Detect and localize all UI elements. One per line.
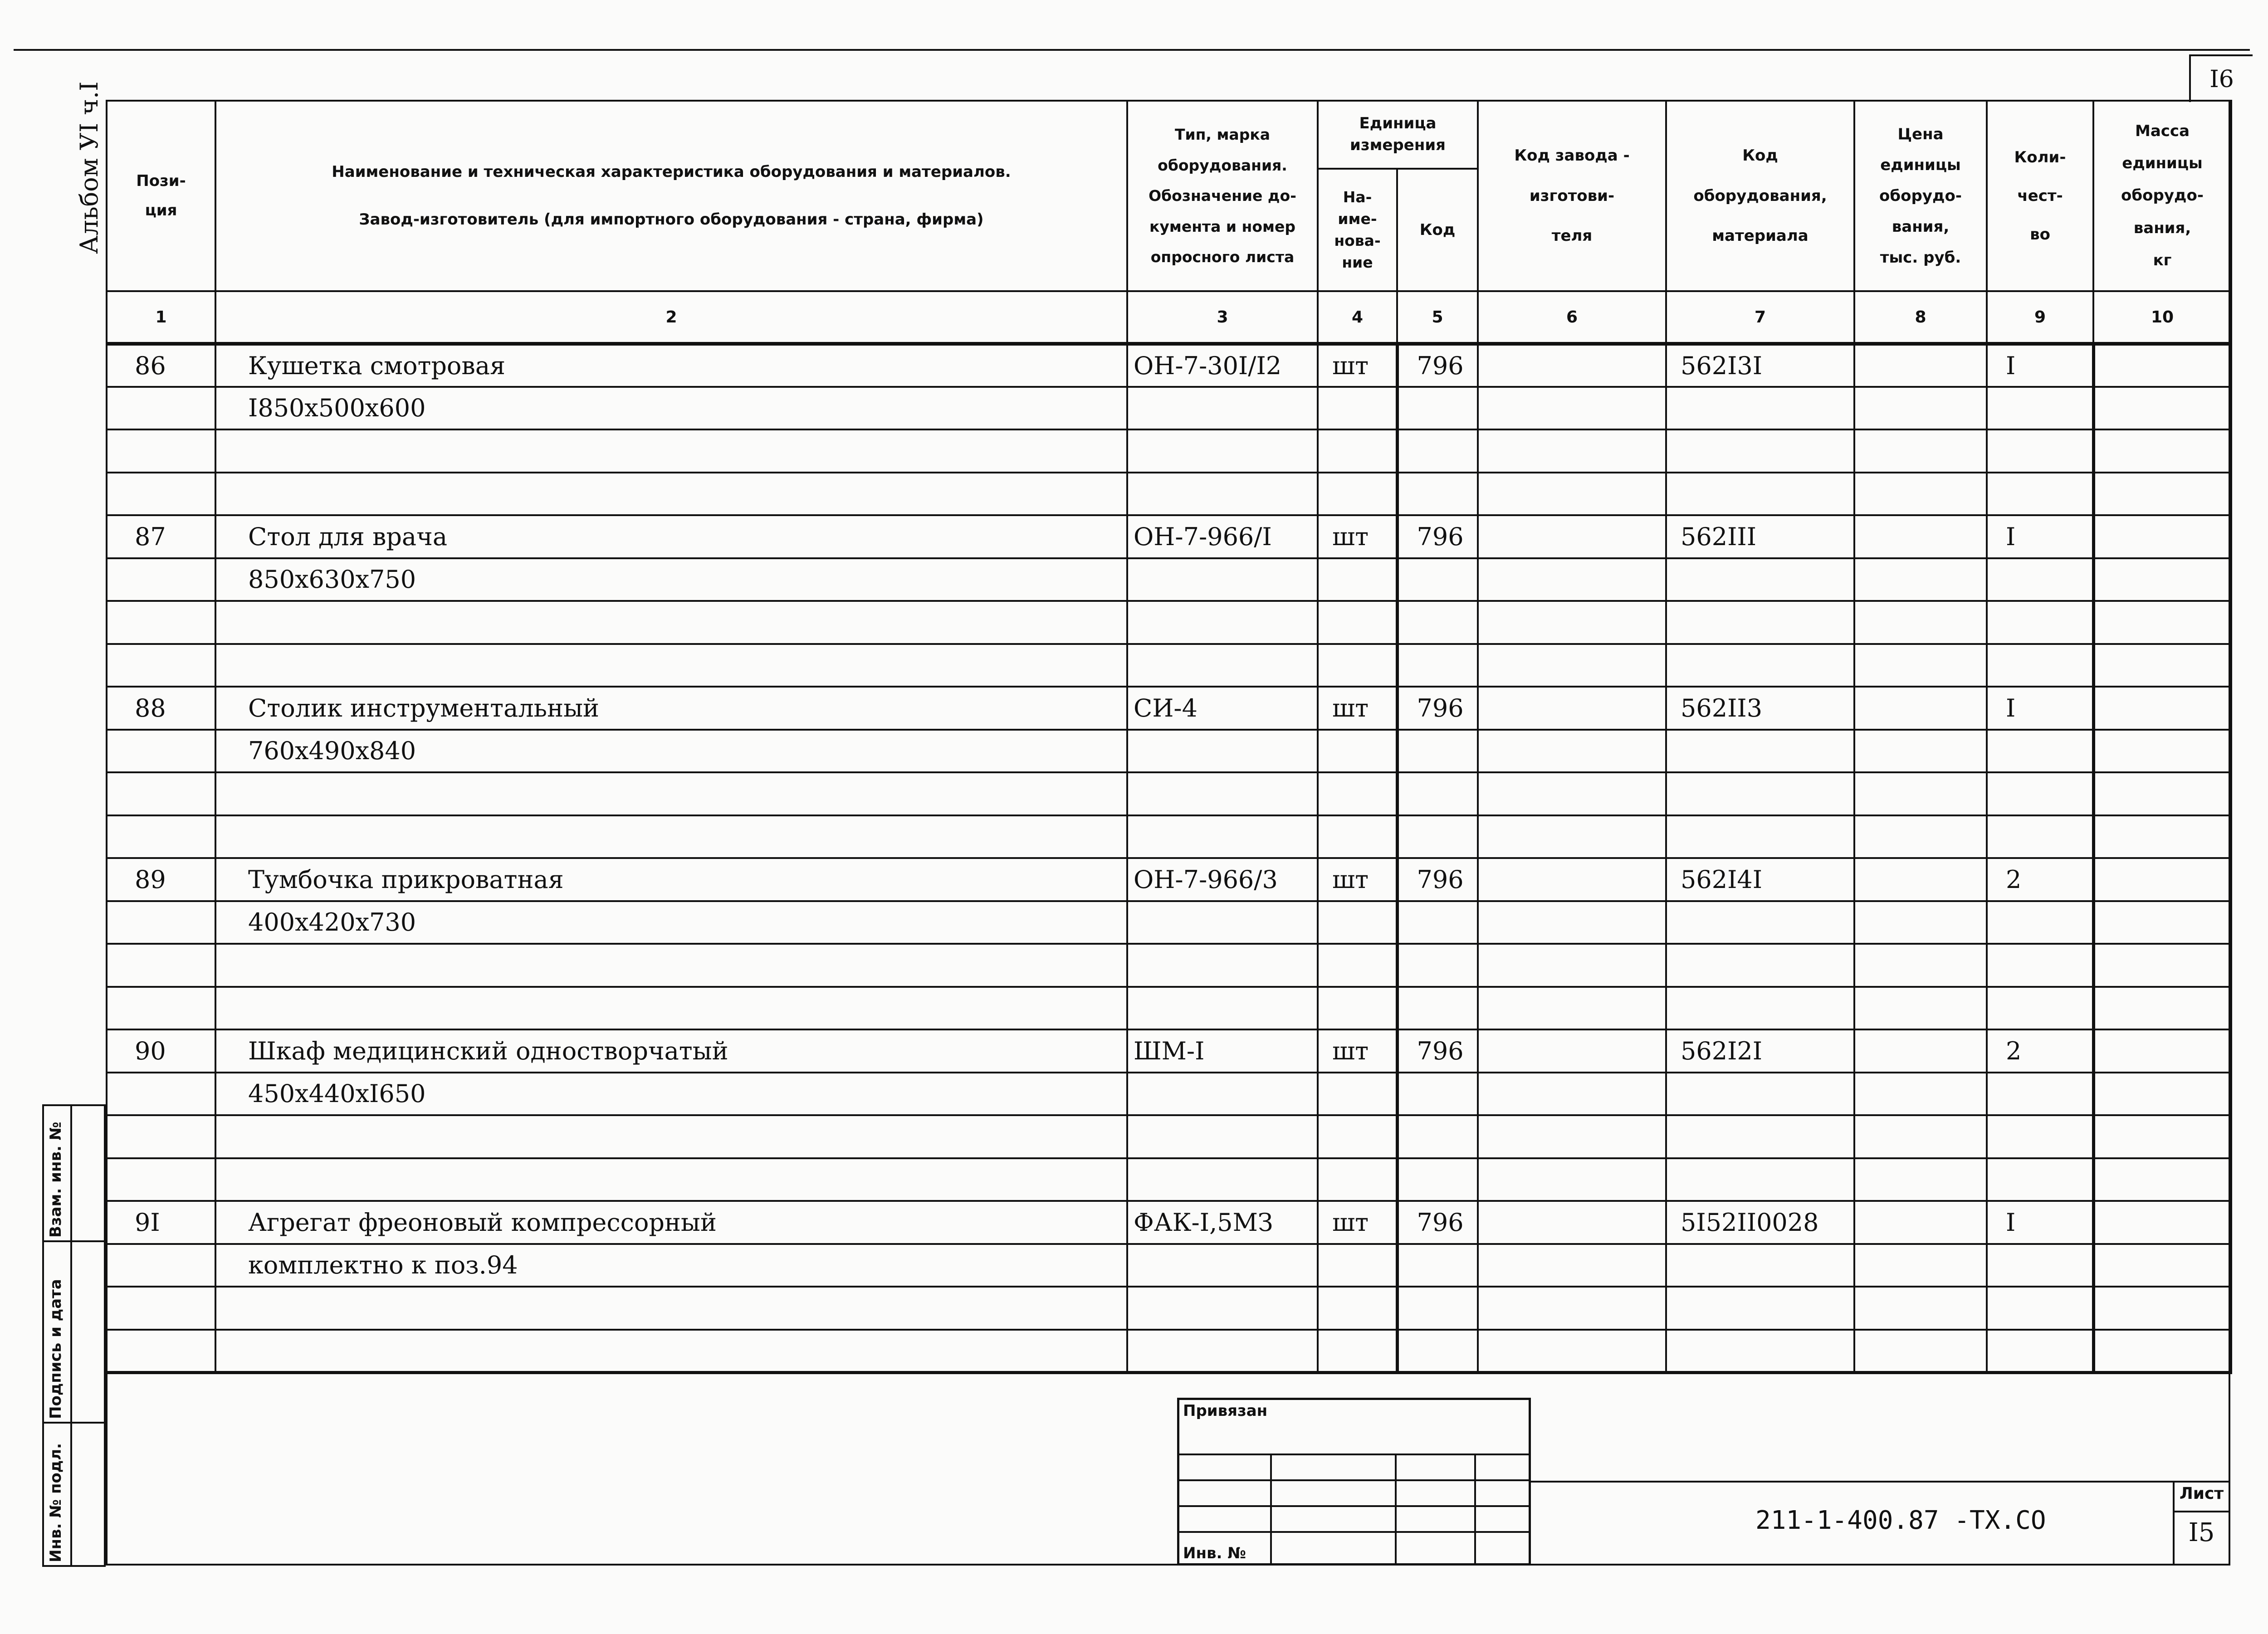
- cell-dims: I850х500х600: [215, 387, 1127, 430]
- cell-mass: [2093, 687, 2231, 730]
- table-row: [107, 387, 2231, 430]
- cell-maker-code: [1478, 344, 1666, 387]
- cell-name: Шкаф медицинский одностворчатый: [215, 1029, 1127, 1073]
- cell-dims: 760х490х840: [215, 730, 1127, 773]
- specification-table: [106, 100, 2232, 1374]
- binding-stamp: [1177, 1398, 1531, 1566]
- cell-unit: шт: [1318, 344, 1397, 387]
- cell-maker-code: [1478, 1029, 1666, 1073]
- sheet-number-top: I6: [2189, 54, 2253, 102]
- cell-price: [1854, 515, 1987, 558]
- cell-mass: [2093, 515, 2231, 558]
- header-name-line1: Наименование и техническая характеристика оборудования и материалов.: [332, 163, 1011, 181]
- col-num: 8: [1854, 291, 1987, 344]
- table-row: [107, 1330, 2231, 1373]
- header-equip-code: Код оборудования, материала: [1666, 101, 1854, 291]
- cell-type: СИ-4: [1127, 687, 1318, 730]
- cell-code: 796: [1397, 344, 1478, 387]
- col-num: 7: [1666, 291, 1854, 344]
- table-row: [107, 815, 2231, 858]
- header-unit-name: На- име- нова- ние: [1318, 169, 1397, 291]
- stamp-label-signature: Подпись и дата: [47, 1279, 65, 1419]
- header-pos: Пози- ция: [107, 101, 215, 291]
- cell-qty: 2: [1987, 858, 2093, 901]
- cell-qty: I: [1987, 515, 2093, 558]
- header-row-1: [107, 101, 2231, 169]
- cell-name: Тумбочка прикроватная: [215, 858, 1127, 901]
- cell-type: ОН-7-30I/I2: [1127, 344, 1318, 387]
- cell-equip-code: 5I52II0028: [1666, 1201, 1854, 1244]
- cell-qty: I: [1987, 344, 2093, 387]
- table-body: [107, 344, 2231, 1372]
- header-price: Цена единицы оборудо- вания, тыс. руб.: [1854, 101, 1987, 291]
- cell-equip-code: 562III: [1666, 515, 1854, 558]
- cell-type: ОН-7-966/3: [1127, 858, 1318, 901]
- col-num: 4: [1318, 291, 1397, 344]
- column-number-row: [107, 291, 2231, 344]
- header-qty: Коли- чест- во: [1987, 101, 2093, 291]
- sheet-label: Лист: [2179, 1484, 2224, 1503]
- stamp-cell-replaced-inv: [44, 1106, 104, 1242]
- binding-stamp-inv-label: Инв. №: [1183, 1544, 1246, 1562]
- cell-dims: 450х440хI650: [215, 1073, 1127, 1116]
- title-block-rule: [1531, 1481, 2175, 1483]
- header-maker-code: Код завода - изготови- теля: [1478, 101, 1666, 291]
- col-num: 1: [107, 291, 215, 344]
- cell-mass: [2093, 344, 2231, 387]
- cell-code: 796: [1397, 515, 1478, 558]
- table-row: [107, 1115, 2231, 1158]
- cell-maker-code: [1478, 1201, 1666, 1244]
- cell-unit: шт: [1318, 1029, 1397, 1073]
- table-row: [107, 644, 2231, 687]
- binding-stamp-title: Привязан: [1183, 1402, 1268, 1420]
- cell-qty: 2: [1987, 1029, 2093, 1073]
- col-num: 5: [1397, 291, 1478, 344]
- cell-maker-code: [1478, 858, 1666, 901]
- header-name-line2: Завод-изготовитель (для импортного оборудования - страна, фирма): [359, 210, 984, 229]
- table-row: [107, 515, 2231, 558]
- cell-qty: I: [1987, 1201, 2093, 1244]
- table-row: [107, 687, 2231, 730]
- cell-code: 796: [1397, 1029, 1478, 1073]
- cell-type: ОН-7-966/I: [1127, 515, 1318, 558]
- header-name: [215, 101, 1127, 291]
- cell-dims: 400х420х730: [215, 901, 1127, 944]
- header-mass: Масса единицы оборудо- вания, кг: [2093, 101, 2231, 291]
- table-row: [107, 858, 2231, 901]
- cell-price: [1854, 1029, 1987, 1073]
- stamp-cell-original-inv: [44, 1424, 104, 1565]
- table-row: [107, 1287, 2231, 1330]
- cell-code: 796: [1397, 858, 1478, 901]
- cell-price: [1854, 1201, 1987, 1244]
- cell-name: Агрегат фреоновый компрессорный: [215, 1201, 1127, 1244]
- table-row: [107, 558, 2231, 601]
- table-row: [107, 1158, 2231, 1201]
- header-type: Тип, марка оборудования. Обозначение до- кумента и номер опросного листа: [1127, 101, 1318, 291]
- cell-pos: 88: [107, 687, 215, 730]
- cell-maker-code: [1478, 687, 1666, 730]
- cell-equip-code: 562I2I: [1666, 1029, 1854, 1073]
- table-row: [107, 987, 2231, 1030]
- cell-mass: [2093, 1029, 2231, 1073]
- cell-pos: 9I: [107, 1201, 215, 1244]
- table-row: [107, 772, 2231, 815]
- col-num: 9: [1987, 291, 2093, 344]
- stamp-cell-signature: [44, 1242, 104, 1424]
- top-rule: [14, 49, 2250, 51]
- sheet-box: [2173, 1481, 2230, 1566]
- cell-equip-code: 562I3I: [1666, 344, 1854, 387]
- col-num: 2: [215, 291, 1127, 344]
- document-code: 211-1-400.87 -ТХ.СО: [1755, 1506, 2046, 1535]
- cell-unit: шт: [1318, 858, 1397, 901]
- cell-pos: 87: [107, 515, 215, 558]
- side-stamp: [42, 1104, 106, 1567]
- table-row: [107, 429, 2231, 473]
- cell-price: [1854, 687, 1987, 730]
- cell-mass: [2093, 1201, 2231, 1244]
- header-unit-code: Код: [1397, 169, 1478, 291]
- table-row: [107, 1073, 2231, 1116]
- cell-type: ШМ-I: [1127, 1029, 1318, 1073]
- stamp-label-replaced-inv: Взам. инв. №: [47, 1122, 65, 1238]
- cell-unit: шт: [1318, 687, 1397, 730]
- header-unit-group: Единица измерения: [1318, 101, 1478, 169]
- cell-unit: шт: [1318, 1201, 1397, 1244]
- cell-code: 796: [1397, 1201, 1478, 1244]
- sheet-number: I5: [2188, 1518, 2215, 1547]
- cell-code: 796: [1397, 687, 1478, 730]
- cell-equip-code: 562I4I: [1666, 858, 1854, 901]
- cell-pos: 90: [107, 1029, 215, 1073]
- col-num: 3: [1127, 291, 1318, 344]
- cell-equip-code: 562II3: [1666, 687, 1854, 730]
- table-row: [107, 601, 2231, 644]
- col-num: 6: [1478, 291, 1666, 344]
- cell-pos: 86: [107, 344, 215, 387]
- table-row: [107, 344, 2231, 387]
- col-num: 10: [2093, 291, 2231, 344]
- table-row: [107, 901, 2231, 944]
- cell-name: Кушетка смотровая: [215, 344, 1127, 387]
- stamp-label-original-inv: Инв. № подл.: [47, 1443, 65, 1562]
- cell-dims: 850х630х750: [215, 558, 1127, 601]
- table-row: [107, 730, 2231, 773]
- cell-mass: [2093, 858, 2231, 901]
- cell-dims: комплектно к поз.94: [215, 1244, 1127, 1287]
- cell-name: Столик инструментальный: [215, 687, 1127, 730]
- table-row: [107, 473, 2231, 516]
- album-label: Альбом УI ч.I: [75, 81, 103, 254]
- table-row: [107, 1029, 2231, 1073]
- cell-price: [1854, 344, 1987, 387]
- cell-type: ФАК-I,5МЗ: [1127, 1201, 1318, 1244]
- cell-unit: шт: [1318, 515, 1397, 558]
- table-row: [107, 1244, 2231, 1287]
- table-row: [107, 1201, 2231, 1244]
- table-row: [107, 944, 2231, 987]
- cell-price: [1854, 858, 1987, 901]
- cell-name: Стол для врача: [215, 515, 1127, 558]
- cell-maker-code: [1478, 515, 1666, 558]
- cell-qty: I: [1987, 687, 2093, 730]
- cell-pos: 89: [107, 858, 215, 901]
